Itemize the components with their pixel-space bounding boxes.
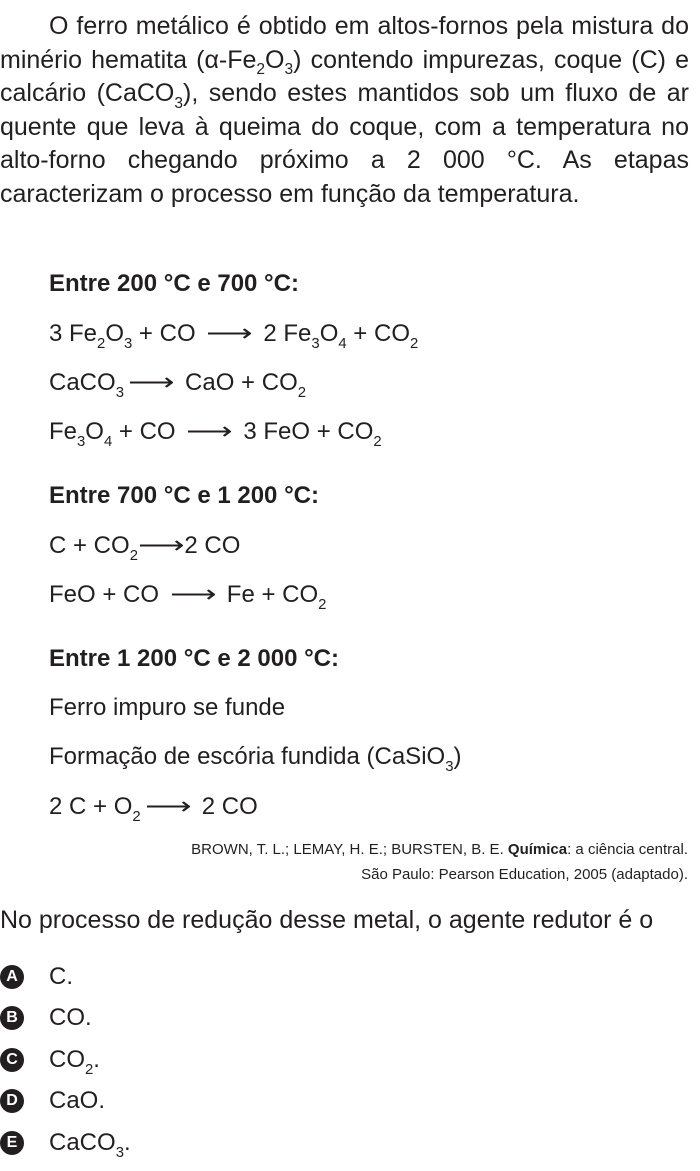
stage-heading-1: Entre 200 °C e 700 °C:: [49, 270, 299, 297]
option-letter-e-icon: E: [0, 1131, 24, 1155]
intro-paragraph: O ferro metálico é obtido em altos-fornos pela mistura do minério hematita $(\alpha-Fe_2O_3)$ contendo impurezas, coque (C) e calcário (CaCO$_3$), sendo estes mantidos sob um fluxo de ar quente que leva à queima do coque, com a temperatura no alto-forno chegando próximo a 2 000 °C. As etapas caracterizam o processo em função da temperatura.: [0, 12, 689, 208]
equation-7: Formação de escória fundida (CaSiO$_3$): [49, 743, 462, 775]
option-b-text: CO.: [49, 1004, 92, 1031]
option-a[interactable]: [0, 962, 73, 992]
option-letter-a-icon: A: [0, 965, 24, 989]
stage-heading-2: Entre 700 °C e 1 200 °C:: [49, 482, 319, 509]
question-stem: No processo de redução desse metal, o agente redutor é o: [0, 906, 654, 934]
option-a-text: C.: [49, 963, 73, 990]
equation-8: 2 $C + O_2$ ⟶ 2 CO: [49, 792, 258, 825]
option-d[interactable]: [0, 1086, 105, 1116]
equation-1: 3 $Fe_2O_3$ + CO ⟶ 2 $Fe_3O_4 + CO_2$: [49, 319, 419, 352]
reaction-arrow-icon: ⟶: [137, 531, 185, 559]
reaction-arrow-icon: ⟶: [206, 319, 253, 347]
equation-4: $C + CO_2⟶2$ CO: [49, 531, 241, 564]
option-e[interactable]: [0, 1128, 131, 1161]
equation-3: $Fe_3O_4$ + CO ⟶ 3 FeO + $CO_2$: [49, 417, 382, 450]
stage-heading-3: Entre 1 200 °C e 2 000 °C:: [49, 645, 340, 672]
option-letter-b-icon: B: [0, 1006, 24, 1030]
option-c[interactable]: [0, 1045, 100, 1078]
option-b[interactable]: [0, 1003, 92, 1033]
source-reference-line-2: São Paulo: Pearson Education, 2005 (adaptado).: [361, 866, 688, 883]
reaction-arrow-icon: ⟶: [127, 368, 175, 396]
option-c-text: $CO_2$.: [49, 1046, 100, 1078]
option-d-text: CaO.: [49, 1087, 106, 1114]
source-reference-line-1: BROWN, T. L.; LEMAY, H. E.; BURSTEN, B. E. Química: a ciência central.: [191, 841, 688, 858]
equation-5: FeO + CO ⟶ $Fe + CO_2$: [49, 580, 327, 613]
equation-6: Ferro impuro se funde: [49, 694, 286, 721]
reaction-arrow-icon: ⟶: [169, 580, 217, 608]
reaction-arrow-icon: ⟶: [144, 792, 192, 820]
reaction-arrow-icon: ⟶: [186, 417, 233, 445]
equation-2: CaCO$_3$ ⟶ CaO + $CO_2$: [49, 368, 307, 401]
option-e-text: CaCO$_3$.: [49, 1129, 131, 1161]
option-letter-c-icon: C: [0, 1048, 24, 1072]
option-letter-d-icon: D: [0, 1089, 24, 1113]
